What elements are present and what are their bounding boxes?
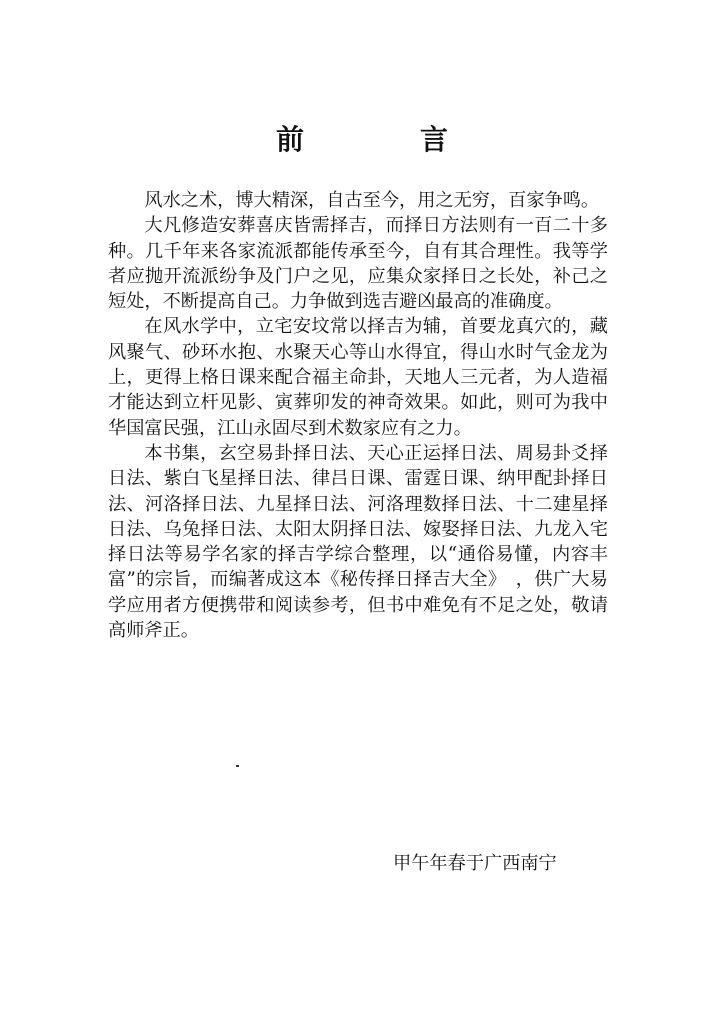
paragraph-3: 在风水学中，立宅安坟常以择吉为辅，首要龙真穴的，藏风聚气、砂环水抱、水聚天心等山水得宜，得山水时气金龙为上，更得上格日课来配合福主命卦，天地人三元者，为人造福才能达到立杆见影、寅葬卯发的神奇效果。如此，则可为我中华国富民强，江山永固尽到术数家应有之力。 <box>108 316 608 439</box>
preface-body <box>108 188 608 643</box>
author-signature: 甲午年春于广西南宁 <box>393 853 557 874</box>
scan-speck <box>236 765 239 767</box>
paragraph-1: 风水之术，博大精深，自古至今，用之无穷，百家争鸣。 <box>144 190 600 211</box>
paragraph-2: 大凡修造安葬喜庆皆需择吉，而择日方法则有一百二十多种。几千年来各家流派都能传承至今，自有其合理性。我等学者应抛开流派纷争及门户之见，应集众家择日之长处，补己之短处，不断提高自己。力争做到选吉避凶最高的准确度。 <box>108 215 608 313</box>
page-title: 前 言 <box>275 123 492 156</box>
paragraph-4: 本书集，玄空易卦择日法、天心正运择日法、周易卦爻择日法、紫白飞星择日法、律吕日课、雷霆日课、纳甲配卦择日法、河洛择日法、九星择日法、河洛理数择日法、十二建星择日法、乌兔择日法、太阳太阴择日法、嫁娶择日法、九龙入宅择日法等易学名家的择吉学综合整理，以“通俗易懂，内容丰富”的宗旨，而编著成这本《秘传择日择吉大全》 ，供广大易学应用者方便携带和阅读参考，但书中难免有不足之处，敬请高师斧正。 <box>108 442 608 642</box>
